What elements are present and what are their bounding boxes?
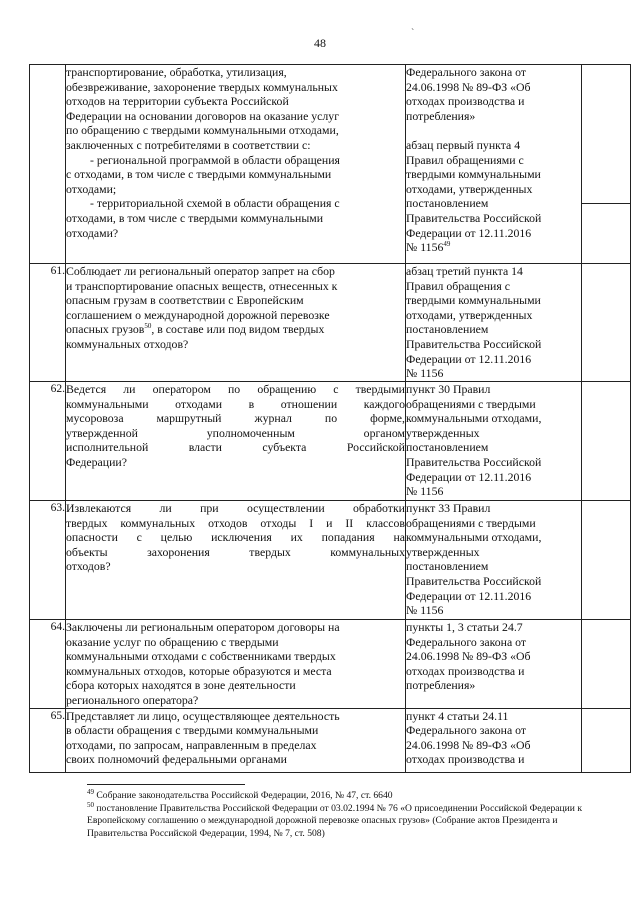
question-line: опасности с целью исключения их попадания на [66,530,405,545]
reference-line: Правил обращения с [406,278,510,293]
question-line: с отходами, в том числе с твердыми коммунальными [66,167,332,182]
question-cell [66,708,406,772]
table-row [30,708,631,772]
reference-line: Правительства Российской [406,573,542,588]
footnote-ref: 49 [443,240,451,249]
reference-line: № 1156 [406,603,444,618]
reference-line: утвержденных [406,544,480,559]
reference-line: постановлением [406,322,489,337]
footnote [87,800,607,841]
reference-line: обращениями с твердыми [406,396,536,411]
question-line: Извлекаются ли при осуществлении обработки [66,501,405,515]
reference-line: пункт 30 Правил [406,382,491,396]
table-row [30,264,631,382]
question-line: и транспортирование опасных веществ, отнесенных к [66,278,338,293]
reference-cell [406,620,582,709]
reference-line: отходах производства и [406,94,525,109]
question-line: отходами, по запросам, направленным в пределах [66,737,317,752]
reference-line: постановлением [406,559,489,574]
question-line: опасным грузам в соответствии с Европейским [66,293,304,308]
reference-line: 24.06.1998 № 89-ФЗ «Об [406,79,531,94]
reference-line: постановлением [406,196,489,211]
row-number [30,65,66,264]
reference-line: постановлением [406,440,489,455]
question-line: отходами; [66,181,117,196]
question-line: обезвреживание, захоронение твердых коммунальных [66,79,338,94]
reference-cell [406,501,582,620]
reference-line: потребления» [406,108,476,123]
question-line: заключенных с потребителями в соответствии с: [66,137,311,152]
footnote-separator [87,784,245,785]
reference-cell [406,382,582,501]
question-line [66,322,405,337]
question-text: , в составе или под видом твердых [151,322,325,337]
question-line: соглашением о международной дорожной перевозке [66,307,330,322]
question-line: Федерации на основании договоров на оказание услуг [66,108,340,123]
reference-line: отходами, утвержденных [406,307,533,322]
question-line: в области обращения с твердыми коммунальными [66,723,319,738]
reference-line: отходах производства и [406,752,525,767]
reference-cell [406,65,582,264]
question-line: коммунальными отходами в отношении каждого [66,396,405,411]
reference-line: отходах производства и [406,663,525,678]
reference-line: Федерального закона от [406,723,527,738]
reference-line: абзац первый пункта 4 [406,137,521,152]
question-line: твердых коммунальных отходов отходы I и II классов [66,515,405,530]
reference-line [406,240,581,255]
question-cell [66,382,406,501]
reference-line: Федерации от 12.11.2016 [406,469,532,484]
row-number: 61. [30,264,66,382]
question-line: отходами, в том числе с твердыми коммунальными [66,210,324,225]
table-row [30,382,631,501]
reference-line: Правил обращениями с [406,152,524,167]
footnote-text: постановление Правительства Российской Федерации от 03.02.1994 № 76 «О присоединении Российской Федерации к Европейскому соглашению о международной дорожной перевозке опасных грузов» (Собрание актов Президента и Правительства Российской Федерации, 1994, № 7, ст. 508) [87,802,582,839]
question-line: - региональной программой в области обращения [90,152,340,167]
reference-line: Федерального закона от [406,634,527,649]
table-row [30,65,631,264]
question-line: мусоровоза маршрутный журнал по форме, [66,411,405,426]
question-cell [66,501,406,620]
requirements-table [29,64,631,773]
question-line: регионального оператора? [66,692,199,707]
question-line: по обращению с твердыми коммунальными отходами, [66,123,339,138]
question-line: Соблюдает ли региональный оператор запрет на сбор [66,264,335,278]
question-cell [66,620,406,709]
row-number: 64. [30,620,66,709]
question-line: Ведется ли оператором по обращению с твердыми [66,382,405,396]
reference-line: потребления» [406,678,476,693]
reference-line: утвержденных [406,425,480,440]
question-line: коммунальных отходов, которые образуются и места [66,663,332,678]
question-line: Заключены ли региональным оператором договоры на [66,620,340,634]
mark-cell [582,264,631,382]
question-text: опасных грузов [66,322,145,337]
question-line: транспортирование, обработка, утилизация, [66,65,287,79]
question-cell [66,65,406,264]
question-line: отходов? [66,559,111,574]
reference-line: Федерации от 12.11.2016 [406,351,532,366]
mark-cell [582,501,631,620]
reference-line: отходами, утвержденных [406,181,533,196]
reference-text: № 1156 [406,240,444,255]
footnote-mark: 50 [87,800,94,809]
question-line: исполнительной власти субъекта Российской [66,440,405,455]
question-line: - территориальной схемой в области обращения с [90,196,340,211]
mark-cell [582,382,631,501]
reference-line: пункты 1, 3 статьи 24.7 [406,620,523,634]
question-line: отходами? [66,225,119,240]
footnote-mark: 49 [87,787,94,796]
table-row [30,501,631,620]
reference-cell [406,264,582,382]
question-line: своих полномочий федеральными органами [66,752,287,767]
reference-line: Правительства Российской [406,336,542,351]
reference-line: 24.06.1998 № 89-ФЗ «Об [406,737,531,752]
table-row [30,620,631,709]
mark-cell [582,708,631,772]
question-line: оказание услуг по обращению с твердыми [66,634,279,649]
question-line: Представляет ли лицо, осуществляющее деятельность [66,708,340,723]
stray-mark: ` [411,28,415,39]
mark-cell [582,620,631,709]
page-number: 48 [314,36,326,50]
reference-line: № 1156 [406,484,444,499]
mark-cell [582,65,631,264]
reference-line [406,123,581,138]
question-line: коммунальными отходами с собственниками твердых [66,649,336,664]
reference-cell [406,708,582,772]
question-cell [66,264,406,382]
reference-line: пункт 33 Правил [406,501,491,515]
reference-line: Федерального закона от [406,65,527,79]
footnote-text: Собрание законодательства Российской Федерации, 2016, № 47, ст. 6640 [94,790,393,801]
row-number: 63. [30,501,66,620]
reference-line: обращениями с твердыми [406,515,536,530]
question-line: утвержденной уполномоченным органом [66,425,405,440]
reference-line: пункт 4 статьи 24.11 [406,708,509,723]
reference-line: коммунальными отходами, [406,411,542,426]
reference-line: Федерации от 12.11.2016 [406,225,532,240]
footnote-ref: 50 [144,322,152,331]
question-line: отходов на территории субъекта Российской [66,94,289,109]
reference-line: коммунальными отходами, [406,530,542,545]
reference-line: Правительства Российской [406,210,542,225]
reference-line: 24.06.1998 № 89-ФЗ «Об [406,649,531,664]
reference-line: твердыми коммунальными [406,293,541,308]
reference-line: абзац третий пункта 14 [406,264,523,278]
footnotes [87,787,607,840]
reference-line: Федерации от 12.11.2016 [406,588,532,603]
reference-line: твердыми коммунальными [406,167,541,182]
row-number: 65. [30,708,66,772]
reference-line: № 1156 [406,366,444,381]
row-number: 62. [30,382,66,501]
question-line: сбора которых находятся в зоне деятельности [66,678,296,693]
question-line: коммунальных отходов? [66,336,189,351]
question-line: Федерации? [66,454,127,469]
footnote [87,787,607,803]
reference-line: Правительства Российской [406,454,542,469]
question-line: объекты захоронения твердых коммунальных [66,544,405,559]
